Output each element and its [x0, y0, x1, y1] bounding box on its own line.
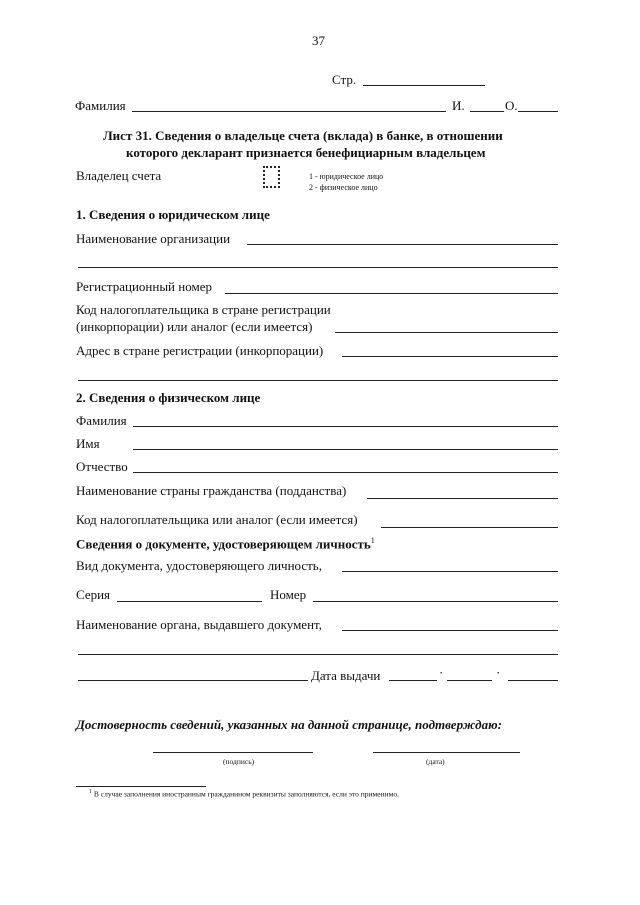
- header-initial-i-label: И.: [452, 98, 465, 113]
- reg-number-field[interactable]: [225, 293, 558, 294]
- signature-field[interactable]: [153, 752, 313, 753]
- citizenship-label: Наименование страны гражданства (подданства): [76, 483, 347, 498]
- section2-title: 2. Сведения о физическом лице: [76, 390, 261, 405]
- issue-date-year-field[interactable]: [508, 680, 558, 681]
- issue-date-month-field[interactable]: [447, 680, 492, 681]
- header-initial-o-field[interactable]: [518, 111, 558, 112]
- header-initial-i-field[interactable]: [470, 111, 504, 112]
- doc-type-field[interactable]: [342, 571, 558, 572]
- issuer-label: Наименование органа, выдавшего документ,: [76, 617, 322, 632]
- series-field[interactable]: [117, 601, 262, 602]
- signature-caption: (подпись): [223, 757, 255, 766]
- document-title: [76, 536, 375, 552]
- address-field[interactable]: [342, 356, 558, 357]
- citizenship-field[interactable]: [367, 498, 558, 499]
- taxpayer-code-field[interactable]: [335, 332, 558, 333]
- owner-label: Владелец счета: [76, 168, 162, 183]
- owner-option-physical: 2 - физическое лицо: [309, 183, 378, 192]
- header-surname-field[interactable]: [132, 111, 446, 112]
- section1-title: 1. Сведения о юридическом лице: [76, 207, 270, 222]
- footnote-divider: [76, 786, 206, 787]
- person-patronymic-field[interactable]: [133, 472, 558, 473]
- person-name-field[interactable]: [133, 449, 558, 450]
- doc-type-label: Вид документа, удостоверяющего личность,: [76, 558, 322, 573]
- footnote-text: В случае заполнения иностранным гражданином реквизиты заполняются, если это применимо.: [93, 789, 400, 799]
- person-surname-label: Фамилия: [76, 413, 127, 428]
- issuer-field[interactable]: [342, 630, 558, 631]
- signature-date-caption: (дата): [426, 757, 445, 766]
- document-title-text: Сведения о документе, удостоверяющем личность: [76, 536, 371, 552]
- issue-date-day-field[interactable]: [389, 680, 437, 681]
- signature-date-field[interactable]: [373, 752, 520, 753]
- person-patronymic-label: Отчество: [76, 459, 128, 474]
- issue-date-label: Дата выдачи: [311, 668, 381, 683]
- series-label: Серия: [76, 587, 111, 602]
- taxpayer-code-label-1: Код налогоплательщика в стране регистрации: [76, 302, 331, 317]
- owner-type-box[interactable]: [263, 166, 280, 188]
- taxpayer-code-label-2: (инкорпорации) или аналог (если имеется): [76, 319, 313, 334]
- issuer-field-3[interactable]: [78, 680, 308, 681]
- number-label: Номер: [270, 587, 307, 602]
- footnote: [89, 789, 399, 799]
- sheet-title-line1: Лист 31. Сведения о владельце счета (вклада) в банке, в отношении: [103, 128, 503, 143]
- address-label: Адрес в стране регистрации (инкорпорации): [76, 343, 324, 358]
- issuer-field-2[interactable]: [78, 654, 558, 655]
- org-name-field[interactable]: [247, 244, 558, 245]
- person-taxpayer-code-field[interactable]: [381, 527, 558, 528]
- header-initial-o-label: О.: [505, 98, 518, 113]
- reg-number-label: Регистрационный номер: [76, 279, 212, 294]
- sheet-title-line2: которого декларант признается бенефициарным владельцем: [126, 145, 486, 160]
- header-surname-label: Фамилия: [75, 98, 126, 113]
- address-field-2[interactable]: [78, 380, 558, 381]
- page-field[interactable]: [363, 85, 485, 86]
- footnote-ref: 1: [370, 536, 375, 545]
- footnote-marker: 1: [89, 789, 92, 795]
- issue-date-separator-2: ·: [496, 665, 501, 680]
- person-name-label: Имя: [76, 436, 100, 451]
- number-field[interactable]: [313, 601, 558, 602]
- org-name-field-2[interactable]: [78, 267, 558, 268]
- person-surname-field[interactable]: [133, 426, 558, 427]
- person-taxpayer-code-label: Код налогоплательщика или аналог (если имеется): [76, 512, 358, 527]
- owner-option-legal: 1 - юридическое лицо: [309, 172, 384, 181]
- page-number: 37: [312, 33, 325, 48]
- issue-date-separator-1: ·: [439, 665, 444, 680]
- page-label: Стр.: [332, 72, 357, 87]
- org-name-label: Наименование организации: [76, 231, 231, 246]
- confirmation-text: Достоверность сведений, указанных на данной странице, подтверждаю:: [76, 717, 502, 732]
